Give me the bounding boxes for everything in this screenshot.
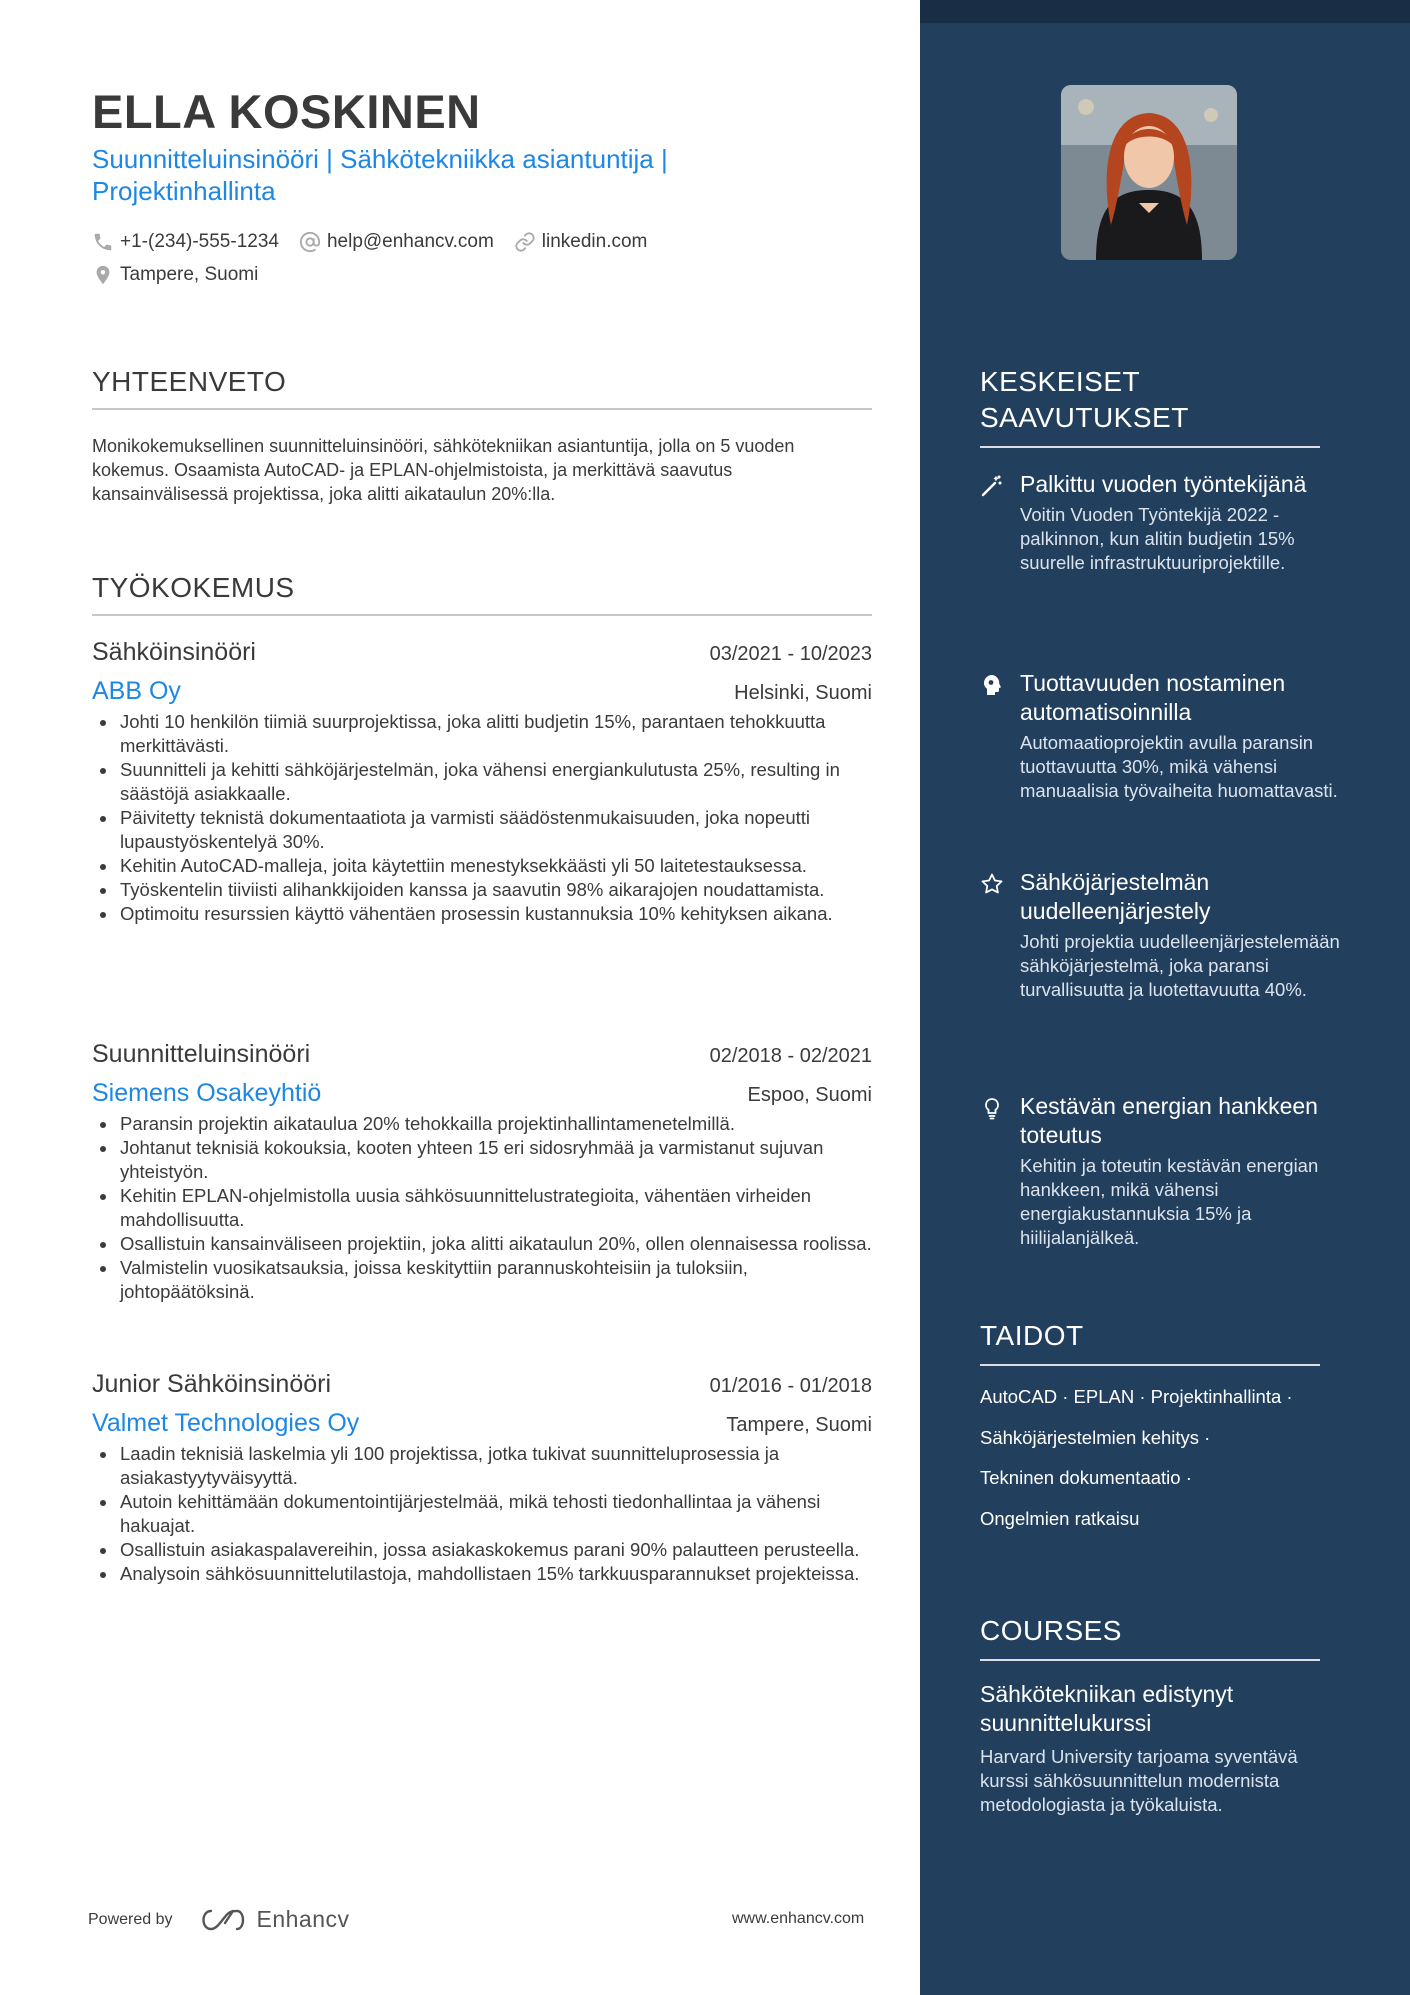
star-icon [980,872,1004,896]
contact-info [92,228,872,294]
bullet-item: Kehitin EPLAN-ohjelmistolla uusia sähkösuunnittelustrategioita, vähentäen virheiden mahdollisuutta. [120,1184,872,1232]
bullet-item: Optimoitu resurssien käyttö vähentäen prosessin kustannuksia 10% kehityksen aikana. [120,902,872,926]
achievement-title: Sähköjärjestelmän uudelleenjärjestely [1020,869,1211,924]
job-location: Helsinki, Suomi [734,682,872,704]
location-contact [92,264,258,286]
email-contact[interactable] [299,231,494,253]
email-text: help@enhancv.com [326,231,494,252]
achievement-title: Palkittu vuoden työntekijänä [1020,471,1307,497]
achievement-item [980,868,1340,1002]
bullet-item: Laadin teknisiä laskelmia yli 100 projektissa, jotka tukivat suunnitteluprosessia ja asiakastyytyväisyyttä. [120,1442,872,1490]
phone-contact[interactable] [92,231,279,253]
brain-head-icon [980,673,1004,697]
experience-heading: TYÖKOKEMUS [92,572,872,616]
achievement-desc: Voitin Vuoden Työntekijä 2022 -palkinnon, kun alitin budjetin 15% suurelle infrastruktuuriprojektille. [1020,504,1295,573]
job-dates: 03/2021 - 10/2023 [709,643,872,665]
location-text: Tampere, Suomi [120,264,259,285]
courses-heading: COURSES [980,1613,1320,1661]
job-entry [92,1370,872,1586]
lightbulb-icon [980,1096,1004,1120]
job-dates: 01/2016 - 01/2018 [709,1375,872,1397]
achievements-heading: KESKEISET SAAVUTUKSET [980,364,1320,448]
job-bullets [92,710,872,926]
job-company[interactable]: Siemens Osakeyhtiö [92,1079,322,1107]
summary-heading: YHTEENVETO [92,366,872,410]
job-title: Junior Sähköinsinööri [92,1370,332,1398]
achievement-desc: Automaatioprojektin avulla paransin tuottavuutta 30%, mikä vähensi manuaalisia työvaiheita huomattavasti. [1020,732,1338,801]
achievement-title: Kestävän energian hankkeen toteutus [1020,1093,1318,1148]
achievement-item [980,470,1340,575]
candidate-name: ELLA KOSKINEN [92,85,481,138]
job-bullets [92,1442,872,1586]
linkedin-text: linkedin.com [541,231,648,252]
bullet-item: Autoin kehittämään dokumentointijärjestelmää, mikä tehosti tiedonhallintaa ja vähensi hakuajat. [120,1490,872,1538]
skill-line: Tekninen dokumentaatio · [980,1467,1192,1488]
brand-name: Enhancv [256,1906,350,1932]
bullet-item: Kehitin AutoCAD-malleja, joita käytettiin menestyksekkäästi yli 50 laitetestauksessa. [120,854,872,878]
skill-line: Sähköjärjestelmien kehitys · [980,1426,1211,1448]
bullet-item: Johti 10 henkilön tiimiä suurprojektissa, joka alitti budjetin 15%, parantaen tehokkuutta merkittävästi. [120,710,872,758]
bullet-item: Johtanut teknisiä kokouksia, kooten yhteen 15 eri sidosryhmää ja varmistanut sujuvan yhteistyön. [120,1136,872,1184]
achievement-desc: Johti projektia uudelleenjärjestelemään sähköjärjestelmä, joka paransi turvallisuutta ja luotettavuutta 40%. [1020,931,1340,1000]
bullet-item: Osallistuin asiakaspalavereihin, jossa asiakaskokemus parani 90% palautteen perusteella. [120,1538,872,1562]
profile-photo [1061,85,1237,260]
skills-list [980,1386,1340,1548]
bullet-item: Valmistelin vuosikatsauksia, joissa keskityttiin parannuskohteisiin ja tuloksiin, johtopäätöksinä. [120,1256,872,1304]
enhancv-logo[interactable] [199,1906,350,1933]
achievement-item [980,1092,1340,1250]
magic-wand-icon [980,474,1004,498]
job-company[interactable]: ABB Oy [92,677,181,705]
bullet-item: Työskentelin tiiviisti alihankkijoiden kanssa ja saavutin 98% aikarajojen noudattamista. [120,878,872,902]
footer-branding [88,1906,350,1933]
job-entry [92,1040,872,1304]
phone-icon [92,231,114,253]
course-title: Sähkötekniikan edistynyt suunnittelukurssi [980,1681,1234,1736]
bullet-item: Osallistuin kansainväliseen projektiin, joka alitti aikataulun 20%, ollen olennaisessa roolissa. [120,1233,872,1254]
bullet-item: Paransin projektin aikataulua 20% tehokkailla projektinhallintamenetelmillä. [120,1112,872,1136]
job-company[interactable]: Valmet Technologies Oy [92,1409,360,1437]
job-title: Suunnitteluinsinööri [92,1040,311,1068]
enhancv-logo-icon [199,1907,247,1933]
skill-line: AutoCAD · EPLAN · Projektinhallinta · [980,1386,1293,1407]
job-location: Espoo, Suomi [747,1084,872,1106]
linkedin-contact[interactable] [514,231,648,253]
phone-text: +1-(234)-555-1234 [120,231,279,252]
job-bullets [92,1112,872,1304]
bullet-item: Päivitetty teknistä dokumentaatiota ja varmisti säädöstenmukaisuuden, joka nopeutti lupaustyöskentelyä 30%. [120,806,872,854]
job-entry [92,638,872,926]
bullet-item: Suunnitteli ja kehitti sähköjärjestelmän, joka vähensi energiankulutusta 25%, resulting in säästöjä asiakkaalle. [120,758,872,806]
at-sign-icon [299,231,321,253]
headline: Suunnitteluinsinööri | Sähkötekniikka asiantuntija | Projektinhallinta [92,144,668,206]
powered-by-label: Powered by [88,1910,173,1928]
achievement-title: Tuottavuuden nostaminen automatisoinnilla [1020,670,1286,725]
link-icon [514,231,536,253]
sidebar [920,0,1410,1995]
job-title: Sähköinsinööri [92,638,256,666]
achievement-desc: Kehitin ja toteutin kestävän energian hankkeen, mikä vähensi energiakustannuksia 15% ja hiilijalanjälkeä. [1020,1155,1319,1248]
summary-text: Monikokemuksellinen suunnitteluinsinööri, sähkötekniikan asiantuntija, jolla on 5 vuoden kokemus. Osaamista AutoCAD- ja EPLAN-ohjelmistoista, ja merkittävä saavutus kansainvälisessä projektissa, joka alitti aikataulun 20%:lla. [92,436,795,504]
skill-line: Ongelmien ratkaisu [980,1507,1140,1529]
course-desc: Harvard University tarjoama syventävä kurssi sähkösuunnittelun modernista metodologiasta ja työkaluista. [980,1746,1298,1815]
bullet-item: Analysoin sähkösuunnittelutilastoja, mahdollistaen 15% tarkkuusparannukset projekteissa. [120,1562,872,1586]
skills-heading: TAIDOT [980,1318,1320,1366]
location-pin-icon [92,264,114,286]
job-location: Tampere, Suomi [726,1414,872,1436]
profile-photo-image [1061,85,1237,260]
sidebar-top-bar [920,0,1410,23]
achievement-item [980,669,1340,803]
job-dates: 02/2018 - 02/2021 [709,1045,872,1067]
website-link[interactable]: www.enhancv.com [732,1910,865,1927]
